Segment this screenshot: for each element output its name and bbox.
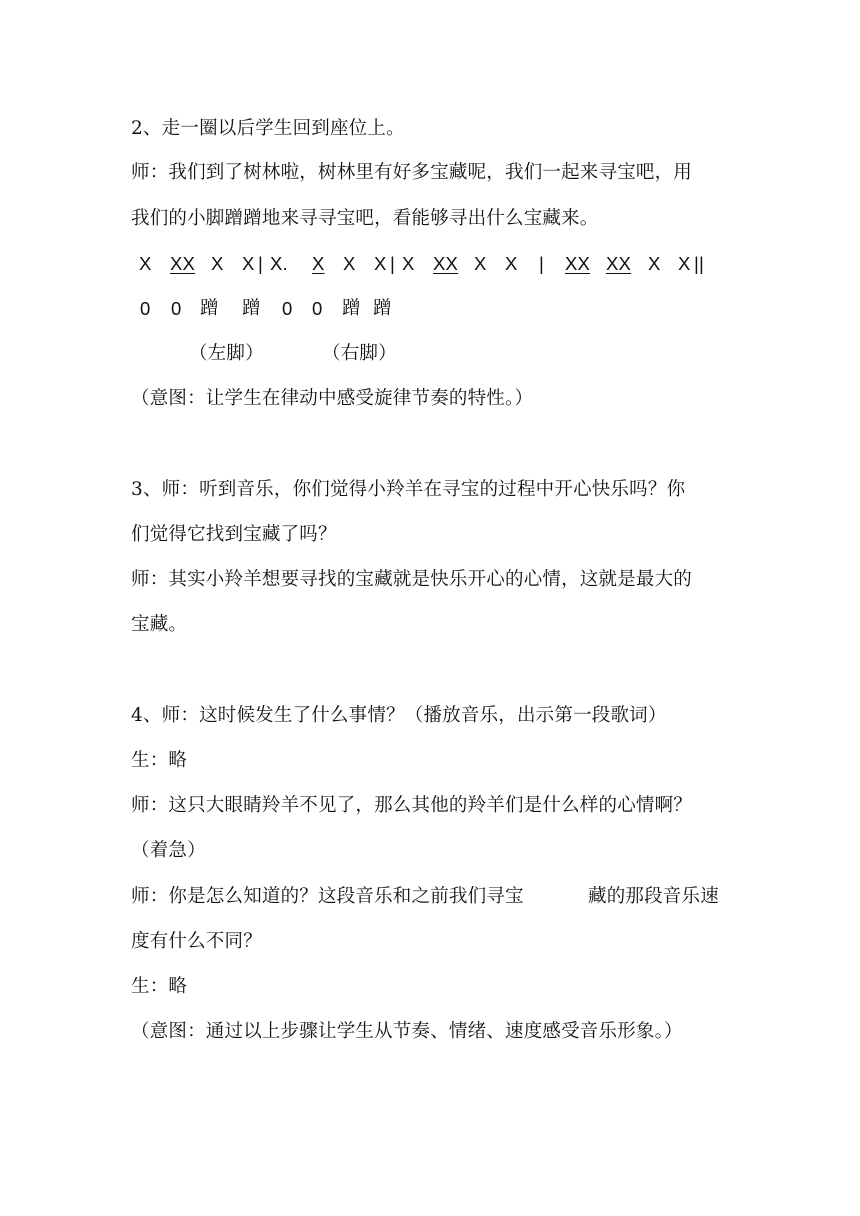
section-2-title: 2、走一圈以后学生回到座位上。 bbox=[131, 118, 405, 139]
rhythm-note: XX bbox=[606, 253, 632, 274]
section-3-para-1: 3、师：听到音乐，你们觉得小羚羊在寻宝的过程中开心快乐吗？你 bbox=[131, 479, 686, 500]
rhythm-note: X bbox=[374, 253, 387, 274]
rhythm-barline: | bbox=[258, 253, 264, 274]
section-4-para-1: 4、师：这时候发生了什么事情？（播放音乐，出示第一段歌词） bbox=[131, 705, 667, 726]
rhythm-note: X bbox=[343, 253, 356, 274]
beat: 蹭 bbox=[342, 298, 361, 319]
section-4-para-3: 师：这只大眼睛羚羊不见了，那么其他的羚羊们是什么样的心情啊？ bbox=[131, 795, 693, 816]
beat: 0 bbox=[282, 298, 293, 319]
rhythm-note: X bbox=[678, 253, 691, 274]
rhythm-note: XX bbox=[433, 253, 459, 274]
section-3-para-4: 宝藏。 bbox=[131, 614, 188, 635]
rhythm-note: X. bbox=[270, 253, 288, 274]
section-2-para-2: 我们的小脚蹭蹭地来寻寻宝吧，看能够寻出什么宝藏来。 bbox=[131, 208, 599, 229]
beat: 0 bbox=[171, 298, 182, 319]
beat: 0 bbox=[312, 298, 323, 319]
rhythm-note: X bbox=[648, 253, 661, 274]
rhythm-note: X bbox=[505, 253, 518, 274]
section-2-intent: （意图：让学生在律动中感受旋律节奏的特性。） bbox=[131, 388, 534, 409]
right-foot-label: （右脚） bbox=[322, 343, 397, 364]
section-4-para-4: （着急） bbox=[131, 840, 206, 861]
rhythm-note: X bbox=[139, 253, 152, 274]
rhythm-note: XX bbox=[565, 253, 591, 274]
rhythm-barline: | bbox=[539, 253, 545, 274]
section-4-para-5a: 师：你是怎么知道的？这段音乐和之前我们寻宝 bbox=[131, 886, 524, 907]
section-3-para-3: 师：其实小羚羊想要寻找的宝藏就是快乐开心的心情，这就是最大的 bbox=[131, 569, 693, 590]
section-4-para-6: 度有什么不同？ bbox=[131, 931, 262, 952]
beat: 蹭 bbox=[373, 298, 392, 319]
rhythm-note: XX bbox=[170, 253, 196, 274]
section-4-intent: （意图：通过以上步骤让学生从节奏、情绪、速度感受音乐形象。） bbox=[131, 1021, 683, 1042]
rhythm-note: X bbox=[402, 253, 415, 274]
section-4-para-5b: 藏的那段音乐速 bbox=[588, 886, 719, 907]
section-2-para-1: 师：我们到了树林啦，树林里有好多宝藏呢，我们一起来寻宝吧，用 bbox=[131, 162, 693, 183]
beat: 0 bbox=[140, 298, 151, 319]
rhythm-notation bbox=[0, 252, 860, 278]
beat: 蹭 bbox=[242, 298, 261, 319]
rhythm-barline: || bbox=[694, 253, 705, 274]
rhythm-note: X bbox=[211, 253, 224, 274]
rhythm-note: X bbox=[242, 253, 255, 274]
section-4-para-7: 生：略 bbox=[131, 976, 188, 997]
left-foot-label: （左脚） bbox=[189, 343, 264, 364]
rhythm-barline: | bbox=[390, 253, 396, 274]
rhythm-note: X bbox=[312, 253, 325, 274]
section-4-para-2: 生：略 bbox=[131, 750, 188, 771]
section-3-para-2: 们觉得它找到宝藏了吗？ bbox=[131, 524, 337, 545]
rhythm-note: X bbox=[474, 253, 487, 274]
beat: 蹭 bbox=[200, 298, 219, 319]
beat-pattern bbox=[0, 297, 860, 323]
